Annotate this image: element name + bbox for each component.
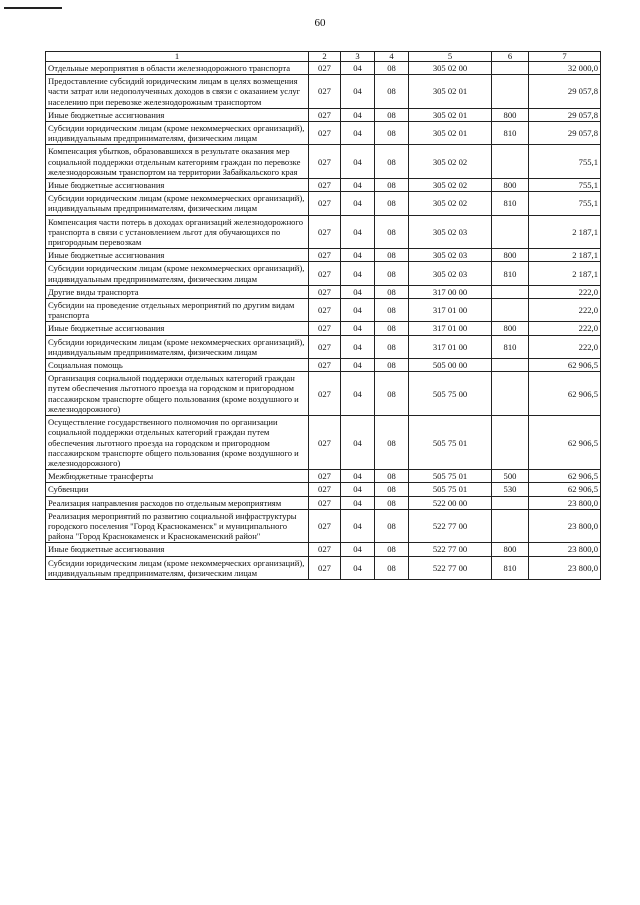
- expense-type-cell: [492, 62, 529, 75]
- subsection-code-cell: 08: [375, 249, 409, 262]
- ministry-code-cell: 027: [309, 145, 341, 179]
- expense-type-cell: 810: [492, 192, 529, 215]
- expense-type-cell: [492, 416, 529, 470]
- section-code-cell: 04: [341, 62, 375, 75]
- expense-type-cell: 530: [492, 483, 529, 496]
- row-name-cell: Иные бюджетные ассигнования: [46, 249, 309, 262]
- row-name-cell: Предоставление субсидий юридическим лицам в целях возмещения части затрат или недополученных доходов в связи с оказанием услуг населению при перевозке железнодорожным транспортом: [46, 75, 309, 109]
- amount-cell: 29 057,8: [529, 122, 601, 145]
- corner-rule: [4, 7, 62, 9]
- column-header: 2: [309, 52, 341, 62]
- row-name-cell: Социальная помощь: [46, 359, 309, 372]
- section-code-cell: 04: [341, 322, 375, 335]
- row-name-cell: Субсидии юридическим лицам (кроме некоммерческих организаций), индивидуальным предпринимателям, физическим лицам: [46, 192, 309, 215]
- expense-type-cell: [492, 75, 529, 109]
- section-code-cell: 04: [341, 299, 375, 322]
- subsection-code-cell: 08: [375, 192, 409, 215]
- amount-cell: 62 906,5: [529, 470, 601, 483]
- ministry-code-cell: 027: [309, 262, 341, 285]
- table-row: [46, 496, 601, 509]
- subsection-code-cell: 08: [375, 262, 409, 285]
- expense-type-cell: 810: [492, 556, 529, 579]
- expense-type-cell: 800: [492, 543, 529, 556]
- amount-cell: 2 187,1: [529, 249, 601, 262]
- subsection-code-cell: 08: [375, 179, 409, 192]
- section-code-cell: 04: [341, 122, 375, 145]
- expense-type-cell: 810: [492, 335, 529, 358]
- row-name-cell: Субсидии юридическим лицам (кроме некоммерческих организаций), индивидуальным предпринимателям, физическим лицам: [46, 262, 309, 285]
- table-row: [46, 192, 601, 215]
- table-row: [46, 122, 601, 145]
- section-code-cell: 04: [341, 192, 375, 215]
- target-item-cell: 305 02 01: [409, 108, 492, 121]
- ministry-code-cell: 027: [309, 556, 341, 579]
- table-row: [46, 483, 601, 496]
- target-item-cell: 305 02 00: [409, 62, 492, 75]
- subsection-code-cell: 08: [375, 75, 409, 109]
- subsection-code-cell: 08: [375, 215, 409, 249]
- section-code-cell: 04: [341, 556, 375, 579]
- ministry-code-cell: 027: [309, 75, 341, 109]
- expense-type-cell: [492, 285, 529, 298]
- table-row: [46, 556, 601, 579]
- amount-cell: 32 000,0: [529, 62, 601, 75]
- section-code-cell: 04: [341, 335, 375, 358]
- subsection-code-cell: 08: [375, 416, 409, 470]
- subsection-code-cell: 08: [375, 299, 409, 322]
- column-header: 4: [375, 52, 409, 62]
- target-item-cell: 505 00 00: [409, 359, 492, 372]
- section-code-cell: 04: [341, 416, 375, 470]
- row-name-cell: Иные бюджетные ассигнования: [46, 108, 309, 121]
- expense-type-cell: 800: [492, 108, 529, 121]
- table-row: [46, 509, 601, 543]
- table-row: [46, 145, 601, 179]
- table-row: [46, 249, 601, 262]
- subsection-code-cell: 08: [375, 556, 409, 579]
- amount-cell: 2 187,1: [529, 215, 601, 249]
- ministry-code-cell: 027: [309, 372, 341, 416]
- subsection-code-cell: 08: [375, 108, 409, 121]
- row-name-cell: Реализация мероприятий по развитию социальной инфраструктуры городского поселения "Город Краснокаменск" и муниципального района "Город Краснокаменск и Краснокаменский район": [46, 509, 309, 543]
- row-name-cell: Отдельные мероприятия в области железнодорожного транспорта: [46, 62, 309, 75]
- subsection-code-cell: 08: [375, 509, 409, 543]
- row-name-cell: Осуществление государственного полномочия по организации социальной поддержки отдельных категорий граждан путем обеспечения льготного проезда на городском и пригородном пассажирском транспорте общего пользования (кроме воздушного и железнодорожного): [46, 416, 309, 470]
- amount-cell: 62 906,5: [529, 359, 601, 372]
- ministry-code-cell: 027: [309, 359, 341, 372]
- ministry-code-cell: 027: [309, 483, 341, 496]
- amount-cell: 62 906,5: [529, 483, 601, 496]
- section-code-cell: 04: [341, 483, 375, 496]
- ministry-code-cell: 027: [309, 299, 341, 322]
- section-code-cell: 04: [341, 262, 375, 285]
- section-code-cell: 04: [341, 470, 375, 483]
- ministry-code-cell: 027: [309, 509, 341, 543]
- row-name-cell: Субвенции: [46, 483, 309, 496]
- row-name-cell: Организация социальной поддержки отдельных категорий граждан путем обеспечения льготного проезда на городском и пригородном пассажирском транспорте общего пользования (кроме воздушного и железнодорожного): [46, 372, 309, 416]
- target-item-cell: 505 75 00: [409, 372, 492, 416]
- target-item-cell: 522 77 00: [409, 543, 492, 556]
- ministry-code-cell: 027: [309, 62, 341, 75]
- subsection-code-cell: 08: [375, 122, 409, 145]
- target-item-cell: 317 01 00: [409, 335, 492, 358]
- section-code-cell: 04: [341, 215, 375, 249]
- section-code-cell: 04: [341, 145, 375, 179]
- section-code-cell: 04: [341, 509, 375, 543]
- table-row: [46, 299, 601, 322]
- expense-type-cell: 800: [492, 179, 529, 192]
- table-row: [46, 215, 601, 249]
- amount-cell: 23 800,0: [529, 556, 601, 579]
- column-header: 5: [409, 52, 492, 62]
- target-item-cell: 522 00 00: [409, 496, 492, 509]
- ministry-code-cell: 027: [309, 192, 341, 215]
- row-name-cell: Реализация направления расходов по отдельным мероприятиям: [46, 496, 309, 509]
- ministry-code-cell: 027: [309, 543, 341, 556]
- section-code-cell: 04: [341, 496, 375, 509]
- amount-cell: 222,0: [529, 322, 601, 335]
- ministry-code-cell: 027: [309, 335, 341, 358]
- expense-type-cell: [492, 509, 529, 543]
- table-row: [46, 75, 601, 109]
- subsection-code-cell: 08: [375, 322, 409, 335]
- row-name-cell: Компенсация части потерь в доходах организаций железнодорожного транспорта в связи с установлением льгот для обучающихся по пригородным перевозкам: [46, 215, 309, 249]
- amount-cell: 23 800,0: [529, 496, 601, 509]
- amount-cell: 23 800,0: [529, 509, 601, 543]
- ministry-code-cell: 027: [309, 322, 341, 335]
- target-item-cell: 522 77 00: [409, 509, 492, 543]
- table-row: [46, 470, 601, 483]
- target-item-cell: 505 75 01: [409, 470, 492, 483]
- amount-cell: 222,0: [529, 335, 601, 358]
- subsection-code-cell: 08: [375, 372, 409, 416]
- section-code-cell: 04: [341, 359, 375, 372]
- target-item-cell: 317 01 00: [409, 322, 492, 335]
- target-item-cell: 505 75 01: [409, 483, 492, 496]
- table-row: [46, 543, 601, 556]
- expense-type-cell: 810: [492, 262, 529, 285]
- table-row: [46, 179, 601, 192]
- expense-type-cell: 810: [492, 122, 529, 145]
- target-item-cell: 317 00 00: [409, 285, 492, 298]
- section-code-cell: 04: [341, 179, 375, 192]
- row-name-cell: Субсидии юридическим лицам (кроме некоммерческих организаций), индивидуальным предпринимателям, физическим лицам: [46, 122, 309, 145]
- column-header: 6: [492, 52, 529, 62]
- target-item-cell: 305 02 03: [409, 215, 492, 249]
- subsection-code-cell: 08: [375, 470, 409, 483]
- ministry-code-cell: 027: [309, 496, 341, 509]
- table-row: [46, 108, 601, 121]
- target-item-cell: 305 02 02: [409, 192, 492, 215]
- ministry-code-cell: 027: [309, 249, 341, 262]
- expense-type-cell: [492, 496, 529, 509]
- column-header: 7: [529, 52, 601, 62]
- budget-table: [45, 51, 601, 580]
- table-row: [46, 372, 601, 416]
- ministry-code-cell: 027: [309, 416, 341, 470]
- target-item-cell: 317 01 00: [409, 299, 492, 322]
- target-item-cell: 305 02 01: [409, 75, 492, 109]
- expense-type-cell: 800: [492, 322, 529, 335]
- row-name-cell: Субсидии юридическим лицам (кроме некоммерческих организаций), индивидуальным предпринимателям, физическим лицам: [46, 335, 309, 358]
- target-item-cell: 305 02 02: [409, 145, 492, 179]
- page-number: 60: [314, 17, 326, 29]
- section-code-cell: 04: [341, 543, 375, 556]
- expense-type-cell: [492, 372, 529, 416]
- amount-cell: 62 906,5: [529, 416, 601, 470]
- subsection-code-cell: 08: [375, 483, 409, 496]
- column-header: 3: [341, 52, 375, 62]
- subsection-code-cell: 08: [375, 62, 409, 75]
- expense-type-cell: [492, 215, 529, 249]
- target-item-cell: 305 02 02: [409, 179, 492, 192]
- ministry-code-cell: 027: [309, 179, 341, 192]
- section-code-cell: 04: [341, 249, 375, 262]
- subsection-code-cell: 08: [375, 285, 409, 298]
- target-item-cell: 522 77 00: [409, 556, 492, 579]
- table-header-row: [46, 52, 601, 62]
- amount-cell: 755,1: [529, 145, 601, 179]
- amount-cell: 29 057,8: [529, 75, 601, 109]
- ministry-code-cell: 027: [309, 215, 341, 249]
- subsection-code-cell: 08: [375, 335, 409, 358]
- subsection-code-cell: 08: [375, 543, 409, 556]
- expense-type-cell: 500: [492, 470, 529, 483]
- amount-cell: 222,0: [529, 299, 601, 322]
- section-code-cell: 04: [341, 285, 375, 298]
- target-item-cell: 305 02 03: [409, 249, 492, 262]
- amount-cell: 755,1: [529, 179, 601, 192]
- ministry-code-cell: 027: [309, 122, 341, 145]
- table-row: [46, 262, 601, 285]
- section-code-cell: 04: [341, 372, 375, 416]
- row-name-cell: Субсидии на проведение отдельных мероприятий по другим видам транспорта: [46, 299, 309, 322]
- row-name-cell: Другие виды транспорта: [46, 285, 309, 298]
- row-name-cell: Иные бюджетные ассигнования: [46, 179, 309, 192]
- row-name-cell: Компенсация убытков, образовавшихся в результате оказания мер социальной поддержки отдельным категориям граждан по перевозке железнодорожным транспортом на территории Забайкальского края: [46, 145, 309, 179]
- ministry-code-cell: 027: [309, 108, 341, 121]
- expense-type-cell: [492, 359, 529, 372]
- section-code-cell: 04: [341, 108, 375, 121]
- ministry-code-cell: 027: [309, 470, 341, 483]
- amount-cell: 2 187,1: [529, 262, 601, 285]
- subsection-code-cell: 08: [375, 496, 409, 509]
- table-row: [46, 62, 601, 75]
- table-row: [46, 285, 601, 298]
- column-header: 1: [46, 52, 309, 62]
- subsection-code-cell: 08: [375, 145, 409, 179]
- table-body: [46, 62, 601, 580]
- row-name-cell: Субсидии юридическим лицам (кроме некоммерческих организаций), индивидуальным предпринимателям, физическим лицам: [46, 556, 309, 579]
- ministry-code-cell: 027: [309, 285, 341, 298]
- row-name-cell: Иные бюджетные ассигнования: [46, 322, 309, 335]
- amount-cell: 755,1: [529, 192, 601, 215]
- expense-type-cell: 800: [492, 249, 529, 262]
- row-name-cell: Межбюджетные трансферты: [46, 470, 309, 483]
- table-row: [46, 359, 601, 372]
- target-item-cell: 305 02 03: [409, 262, 492, 285]
- row-name-cell: Иные бюджетные ассигнования: [46, 543, 309, 556]
- table-row: [46, 416, 601, 470]
- expense-type-cell: [492, 299, 529, 322]
- expense-type-cell: [492, 145, 529, 179]
- amount-cell: 23 800,0: [529, 543, 601, 556]
- table-row: [46, 322, 601, 335]
- amount-cell: 62 906,5: [529, 372, 601, 416]
- target-item-cell: 305 02 01: [409, 122, 492, 145]
- amount-cell: 222,0: [529, 285, 601, 298]
- target-item-cell: 505 75 01: [409, 416, 492, 470]
- subsection-code-cell: 08: [375, 359, 409, 372]
- table-row: [46, 335, 601, 358]
- amount-cell: 29 057,8: [529, 108, 601, 121]
- section-code-cell: 04: [341, 75, 375, 109]
